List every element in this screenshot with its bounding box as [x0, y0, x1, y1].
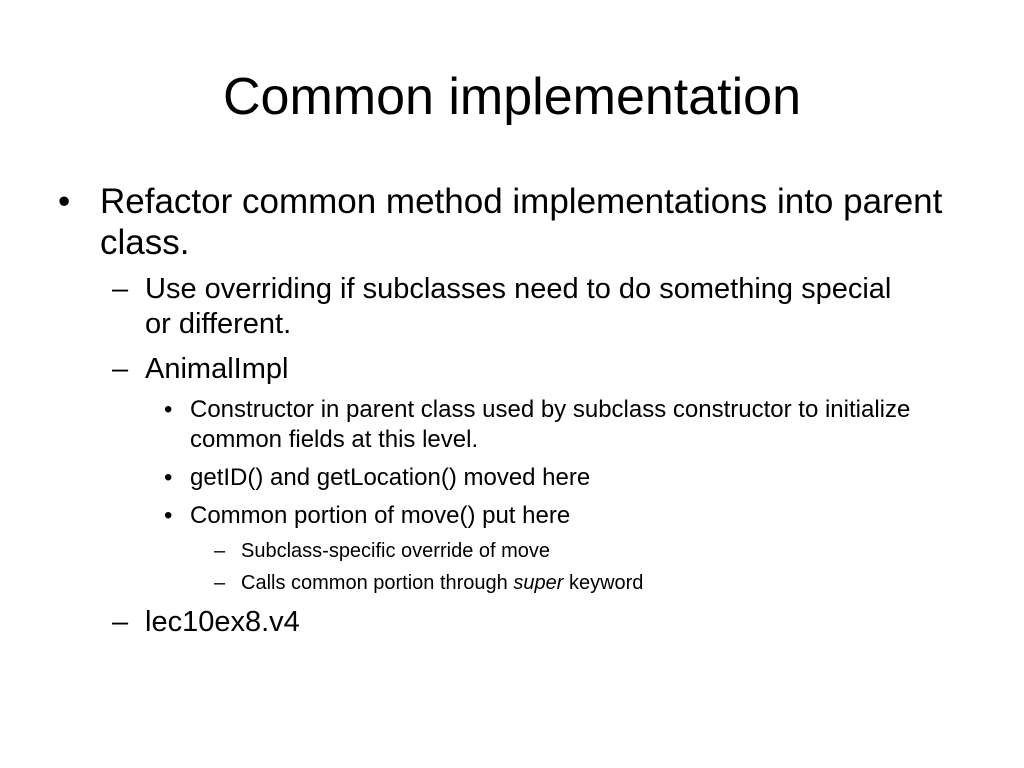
bullet-marker: • [164, 396, 173, 423]
bullet-item-level4 [214, 538, 934, 564]
dash-marker: – [112, 353, 129, 385]
bullet-text: Common portion of move() put here [190, 502, 571, 529]
text-segment: keyword [563, 572, 644, 594]
bullet-text [241, 570, 934, 596]
bullet-text: lec10ex8.v4 [145, 606, 300, 638]
bullet-item-level2 [112, 352, 912, 387]
bullet-item-level3 [164, 463, 954, 493]
bullet-text: Constructor in parent class used by subclass constructor to initialize common fields at this level. [190, 396, 911, 453]
super-keyword-text: super [513, 572, 564, 594]
bullet-text: Subclass-specific override of move [241, 540, 551, 562]
bullet-text: Use overriding if subclasses need to do something special or different. [145, 273, 892, 340]
bullet-marker: • [164, 464, 173, 491]
bullet-item-level3 [164, 395, 954, 455]
bullet-marker: • [164, 502, 173, 529]
bullet-text: AnimalImpl [145, 353, 289, 385]
text-segment: Calls common portion through [241, 572, 514, 594]
bullet-item-level2 [112, 605, 912, 640]
dash-marker: – [214, 540, 226, 562]
bullet-item-level4 [214, 570, 934, 596]
dash-marker: – [112, 606, 129, 638]
bullet-item-level3 [164, 501, 954, 531]
dash-marker: – [112, 273, 129, 305]
bullet-text: getID() and getLocation() moved here [190, 464, 591, 491]
bullet-text: Refactor common method implementations into parent class. [100, 182, 943, 262]
bullet-marker: • [58, 182, 71, 221]
dash-marker: – [214, 572, 226, 594]
bullet-item-level2 [112, 272, 912, 342]
bullet-item-level1 [58, 181, 958, 263]
slide-title: Common implementation [222, 68, 802, 126]
